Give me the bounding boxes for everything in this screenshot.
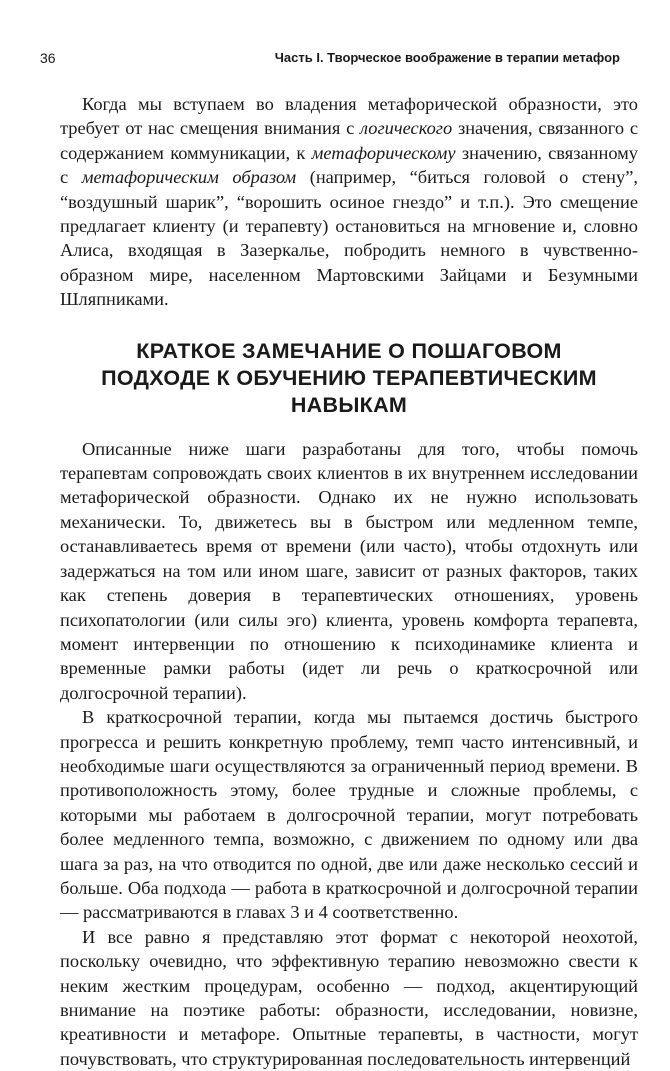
page-header <box>40 50 620 72</box>
section-heading <box>60 338 638 419</box>
paragraph-1-text-2: значения, связанного с содержанием коммуникации, к <box>60 118 638 163</box>
section-heading-line-1: КРАТКОЕ ЗАМЕЧАНИЕ О ПОШАГОВОМ <box>136 338 562 363</box>
section-heading-line-3: НАВЫКАМ <box>290 392 408 417</box>
emphasis-metaphorical-image: метафорическим образом <box>81 167 297 188</box>
emphasis-logical: логического <box>360 118 453 139</box>
paragraph-2: Описанные ниже шаги разработаны для того, чтобы помочь терапевтам сопровождать своих клиентов в их внутреннем исследовании метафорической образности. Однако их не нужно использовать механически. То, движетесь вы в быстром или медленном темпе, останавливаетесь время от времени (или часто), чтобы отдохнуть или задержаться на том или ином шаге, зависит от разных факторов, таких как степень доверия в терапевтических отношениях, уровень психопатологии (или силы эго) клиента, уровень комфорта терапевта, момент интервенции по отношению к психодинамике клиента и временные рамки работы (идет ли речь о краткосрочной или долгосрочной терапии). <box>60 438 638 703</box>
page-body <box>60 92 638 1071</box>
paragraph-1 <box>60 92 638 312</box>
paragraph-1-text-3: значению, связанному с <box>60 142 638 188</box>
paragraph-3: В краткосрочной терапии, когда мы пытаемся достичь быстрого прогресса и решить конкретную проблему, темп часто интенсивный, и необходимые шаги осуществляются за ограниченный период времени. В противоположность этому, более трудные и сложные проблемы, с которыми мы работаем в долгосрочной терапии, могут потребовать более медленного темпа, возможно, с движением по одному или два шага за раз, на что отводится по одной, две или даже несколько сессий и больше. Оба подхода — работа в краткосрочной и долгосрочной терапии — рассматриваются в главах 3 и 4 соответственно. <box>60 707 638 923</box>
running-head: Часть I. Творческое воображение в терапии метафор <box>274 50 620 65</box>
emphasis-metaphorical: метафорическому <box>311 142 456 163</box>
paragraph-4: И все равно я представляю этот формат с некоторой неохотой, поскольку очевидно, что эффективную терапию невозможно свести к неким жестким процедурам, особенно — подход, акцентирующий внимание на поэтике работы: образности, исследовании, новизне, креативности и метафоре. Опытные терапевты, в частности, могут почувствовать, что структурированная последовательность интервенций <box>60 926 638 1069</box>
page-number: 36 <box>40 50 56 66</box>
paragraph-1-text-4: (например, “биться головой о стену”, “воздушный шарик”, “ворошить осиное гнездо” и т.п.). Это смещение предлагает клиенту (и терапевту) остановиться на мгновение и, словно Алиса, входящая в Зазеркалье, побродить немного в чувственно-образном мире, населенном Мартовскими Зайцами и Безумными Шляпниками. <box>60 167 638 310</box>
section-heading-line-2: ПОДХОДЕ К ОБУЧЕНИЮ ТЕРАПЕВТИЧЕСКИМ <box>101 365 597 390</box>
paragraph-1-text-1: Когда мы вступаем во владения метафорической образности, это требует от нас смещения внимания с <box>60 94 638 139</box>
